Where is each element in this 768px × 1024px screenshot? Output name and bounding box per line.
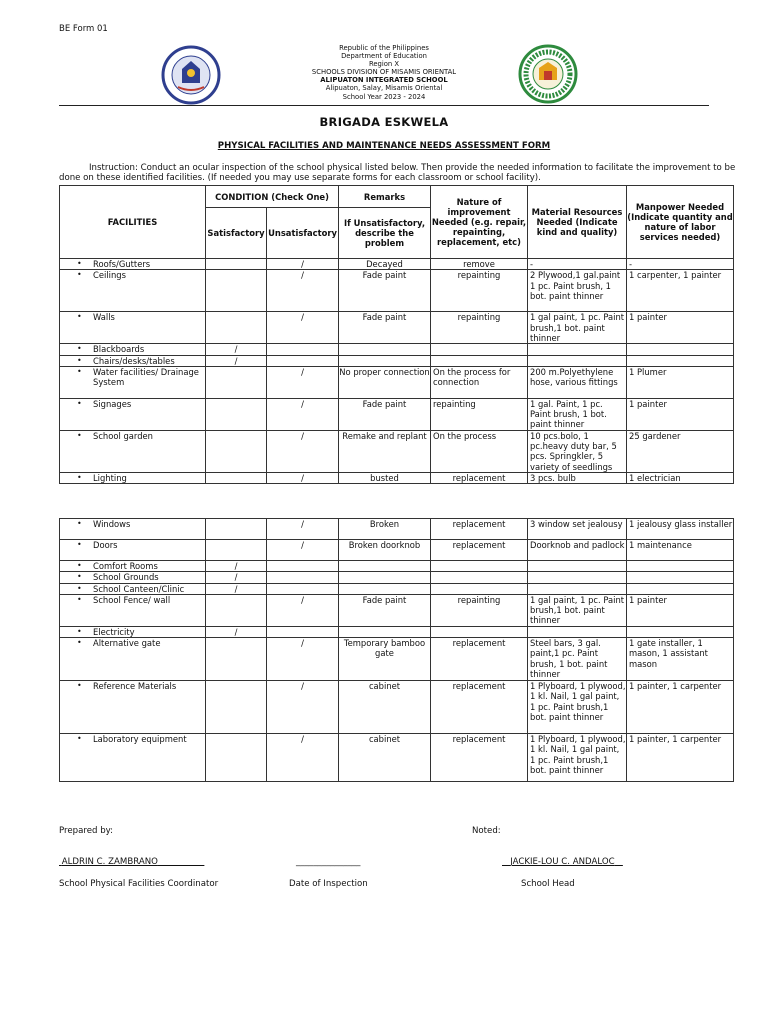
header-satisfactory: Satisfactory (206, 208, 267, 259)
header-line-republic: Republic of the Philippines (339, 44, 429, 52)
nature-cell: repainting (431, 398, 528, 430)
satisfactory-cell (206, 312, 267, 344)
remarks-cell: Broken doorknob (339, 540, 431, 561)
facility-cell: • Electricity (60, 626, 206, 637)
header-material: Material Resources Needed (Indicate kind and quality) (528, 186, 627, 259)
remarks-cell: cabinet (339, 681, 431, 734)
material-cell: 1 gal paint, 1 pc. Paint brush,1 bot. paint thinner (528, 594, 627, 626)
table-row (60, 312, 734, 344)
facility-cell: • Chairs/desks/tables (60, 355, 206, 366)
manpower-cell: 1 carpenter, 1 painter (627, 270, 734, 312)
remarks-cell (339, 572, 431, 583)
material-cell: 1 gal paint, 1 pc. Paint brush,1 bot. paint thinner (528, 312, 627, 344)
remarks-cell: Remake and replant (339, 430, 431, 472)
header-remarks: Remarks (339, 186, 431, 208)
material-cell: 1 Plyboard, 1 plywood, 1 kl. Nail, 1 gal paint, 1 pc. Paint brush,1 bot. paint thinner (528, 681, 627, 734)
satisfactory-cell (206, 259, 267, 270)
table-row (60, 259, 734, 270)
nature-cell (431, 355, 528, 366)
material-cell: 3 pcs. bulb (528, 473, 627, 484)
deped-seal-logo (160, 45, 222, 105)
material-cell: 2 Plywood,1 gal.paint 1 pc. Paint brush, 1 bot. paint thinner (528, 270, 627, 312)
facility-cell: • Ceilings (60, 270, 206, 312)
manpower-cell (627, 561, 734, 572)
prepared-by-label: Prepared by: (59, 826, 114, 836)
table-row (60, 473, 734, 484)
unsatisfactory-cell: / (267, 259, 339, 270)
satisfactory-cell (206, 540, 267, 561)
facility-cell: • Doors (60, 540, 206, 561)
satisfactory-cell (206, 270, 267, 312)
table-row (60, 681, 734, 734)
form-code: BE Form 01 (59, 24, 108, 34)
header-line-school: ALIPUATON INTEGRATED SCHOOL (320, 76, 448, 85)
form-subtitle: PHYSICAL FACILITIES AND MAINTENANCE NEEDS ASSESSMENT FORM (217, 141, 551, 151)
unsatisfactory-cell: / (267, 366, 339, 398)
unsatisfactory-cell: / (267, 473, 339, 484)
nature-cell (431, 561, 528, 572)
header-nature: Nature of improvement Needed (e.g. repair, repainting, replacement, etc) (431, 186, 528, 259)
nature-cell: On the process for connection (431, 366, 528, 398)
material-cell: 10 pcs.bolo, 1 pc.heavy duty bar, 5 pcs. Springkler, 5 variety of seedlings (528, 430, 627, 472)
header-unsatisfactory: Unsatisfactory (267, 208, 339, 259)
satisfactory-cell: / (206, 355, 267, 366)
satisfactory-cell (206, 430, 267, 472)
manpower-cell: 1 painter, 1 carpenter (627, 734, 734, 782)
nature-cell (431, 583, 528, 594)
coordinator-title: School Physical Facilities Coordinator (59, 879, 219, 889)
unsatisfactory-cell: / (267, 519, 339, 540)
nature-cell: replacement (431, 473, 528, 484)
manpower-cell: 1 painter (627, 594, 734, 626)
page-title: BRIGADA ESKWELA (319, 115, 449, 129)
table-row (60, 366, 734, 398)
satisfactory-cell (206, 638, 267, 681)
material-cell (528, 344, 627, 355)
noted-label: Noted: (472, 826, 501, 836)
facility-cell: • Comfort Rooms (60, 561, 206, 572)
material-cell (528, 572, 627, 583)
remarks-cell: busted (339, 473, 431, 484)
facility-cell: • Windows (60, 519, 206, 540)
school-head-title: School Head (521, 879, 575, 889)
nature-cell: On the process (431, 430, 528, 472)
unsatisfactory-cell: / (267, 734, 339, 782)
facility-cell: • School Canteen/Clinic (60, 583, 206, 594)
unsatisfactory-cell: / (267, 312, 339, 344)
unsatisfactory-cell (267, 561, 339, 572)
material-cell: - (528, 259, 627, 270)
table-row (60, 519, 734, 540)
material-cell (528, 626, 627, 637)
remarks-cell: cabinet (339, 734, 431, 782)
satisfactory-cell (206, 594, 267, 626)
material-cell (528, 583, 627, 594)
remarks-cell: Fade paint (339, 270, 431, 312)
table-row (60, 583, 734, 594)
remarks-cell (339, 583, 431, 594)
facility-cell: • Reference Materials (60, 681, 206, 734)
unsatisfactory-cell (267, 626, 339, 637)
facility-cell: • School Fence/ wall (60, 594, 206, 626)
nature-cell: repainting (431, 312, 528, 344)
satisfactory-cell (206, 473, 267, 484)
manpower-cell (627, 572, 734, 583)
satisfactory-cell (206, 681, 267, 734)
nature-cell: replacement (431, 734, 528, 782)
instruction-text: Instruction: Conduct an ocular inspection of the school physical listed below. Then provide the needed information to facilitate the improvement to be done on these identified facilities. (If needed you may use separate forms for each classroom or school facility). (59, 163, 736, 183)
facility-cell: • School garden (60, 430, 206, 472)
unsatisfactory-cell: / (267, 594, 339, 626)
satisfactory-cell: / (206, 561, 267, 572)
table-row (60, 344, 734, 355)
manpower-cell: 1 maintenance (627, 540, 734, 561)
manpower-cell: 25 gardener (627, 430, 734, 472)
header-line-address: Alipuaton, Salay, Misamis Oriental (325, 84, 443, 93)
satisfactory-cell (206, 366, 267, 398)
remarks-cell: Temporary bamboo gate (339, 638, 431, 681)
facility-cell: • Lighting (60, 473, 206, 484)
unsatisfactory-cell: / (267, 540, 339, 561)
nature-cell: replacement (431, 638, 528, 681)
manpower-cell (627, 626, 734, 637)
unsatisfactory-cell: / (267, 398, 339, 430)
date-label: Date of Inspection (289, 879, 368, 889)
unsatisfactory-cell (267, 355, 339, 366)
table-row (60, 626, 734, 637)
satisfactory-cell: / (206, 572, 267, 583)
manpower-cell: 1 painter (627, 398, 734, 430)
table-row (60, 734, 734, 782)
material-cell: Steel bars, 3 gal. paint,1 pc. Paint brush, 1 bot. paint thinner (528, 638, 627, 681)
assessment-table-2 (59, 518, 734, 782)
facility-cell: • Water facilities/ Drainage System (60, 366, 206, 398)
remarks-cell (339, 355, 431, 366)
header-line-deped: Department of Education (341, 52, 427, 61)
remarks-cell: Decayed (339, 259, 431, 270)
material-cell: 3 window set jealousy (528, 519, 627, 540)
facility-cell: • Blackboards (60, 344, 206, 355)
remarks-cell (339, 344, 431, 355)
manpower-cell: - (627, 259, 734, 270)
facility-cell: • School Grounds (60, 572, 206, 583)
satisfactory-cell: / (206, 626, 267, 637)
material-cell: 1 Plyboard, 1 plywood, 1 kl. Nail, 1 gal paint, 1 pc. Paint brush,1 bot. paint thinner (528, 734, 627, 782)
table-row (60, 594, 734, 626)
table-row (60, 638, 734, 681)
facility-cell: • Walls (60, 312, 206, 344)
nature-cell: replacement (431, 540, 528, 561)
table-row (60, 270, 734, 312)
manpower-cell: 1 gate installer, 1 mason, 1 assistant mason (627, 638, 734, 681)
school-seal-logo (518, 44, 578, 104)
table-row (60, 540, 734, 561)
coordinator-name: ALDRIN C. ZAMBRANO (61, 857, 158, 867)
satisfactory-cell (206, 519, 267, 540)
unsatisfactory-cell (267, 572, 339, 583)
nature-cell: replacement (431, 681, 528, 734)
header-line-region: Region X (368, 60, 400, 69)
facility-cell: • Alternative gate (60, 638, 206, 681)
unsatisfactory-cell: / (267, 430, 339, 472)
material-cell: 1 gal. Paint, 1 pc. Paint brush, 1 bot. paint thinner (528, 398, 627, 430)
manpower-cell: 1 Plumer (627, 366, 734, 398)
facility-cell: • Roofs/Gutters (60, 259, 206, 270)
table-row (60, 355, 734, 366)
unsatisfactory-cell: / (267, 270, 339, 312)
nature-cell (431, 626, 528, 637)
remarks-cell: Fade paint (339, 398, 431, 430)
header-line-school-year: School Year 2023 - 2024 (342, 92, 426, 101)
table-row (60, 561, 734, 572)
manpower-cell: 1 painter, 1 carpenter (627, 681, 734, 734)
header-line-division: SCHOOLS DIVISION OF MISAMIS ORIENTAL (311, 68, 457, 77)
header-facilities: FACILITIES (60, 186, 206, 259)
remarks-cell (339, 626, 431, 637)
unsatisfactory-cell: / (267, 681, 339, 734)
header-divider (59, 105, 709, 106)
nature-cell: repainting (431, 594, 528, 626)
school-head-name: JACKIE-LOU C. ANDALOC (510, 857, 615, 867)
remarks-cell: No proper connection (339, 366, 431, 398)
unsatisfactory-cell (267, 583, 339, 594)
facility-cell: • Laboratory equipment (60, 734, 206, 782)
manpower-cell (627, 344, 734, 355)
header-manpower: Manpower Needed (Indicate quantity and nature of labor services needed) (627, 186, 734, 259)
manpower-cell: 1 jealousy glass installer (627, 519, 734, 540)
satisfactory-cell: / (206, 344, 267, 355)
remarks-cell: Fade paint (339, 594, 431, 626)
remarks-cell (339, 561, 431, 572)
nature-cell: remove (431, 259, 528, 270)
table-row (60, 430, 734, 472)
assessment-table-1 (59, 185, 734, 484)
nature-cell (431, 572, 528, 583)
table-row (60, 572, 734, 583)
header-remarks-sub: If Unsatisfactory, describe the problem (339, 208, 431, 259)
date-signature-line: _______________ (296, 857, 361, 867)
remarks-cell: Fade paint (339, 312, 431, 344)
material-cell: Doorknob and padlock (528, 540, 627, 561)
nature-cell (431, 344, 528, 355)
manpower-cell (627, 583, 734, 594)
unsatisfactory-cell: / (267, 638, 339, 681)
school-header (284, 44, 484, 101)
header-condition: CONDITION (Check One) (206, 186, 339, 208)
facility-cell: • Signages (60, 398, 206, 430)
material-cell (528, 561, 627, 572)
satisfactory-cell (206, 398, 267, 430)
unsatisfactory-cell (267, 344, 339, 355)
remarks-cell: Broken (339, 519, 431, 540)
satisfactory-cell (206, 734, 267, 782)
nature-cell: repainting (431, 270, 528, 312)
satisfactory-cell: / (206, 583, 267, 594)
nature-cell: replacement (431, 519, 528, 540)
manpower-cell: 1 electrician (627, 473, 734, 484)
manpower-cell (627, 355, 734, 366)
material-cell: 200 m.Polyethylene hose, various fittings (528, 366, 627, 398)
material-cell (528, 355, 627, 366)
manpower-cell: 1 painter (627, 312, 734, 344)
table-row (60, 398, 734, 430)
